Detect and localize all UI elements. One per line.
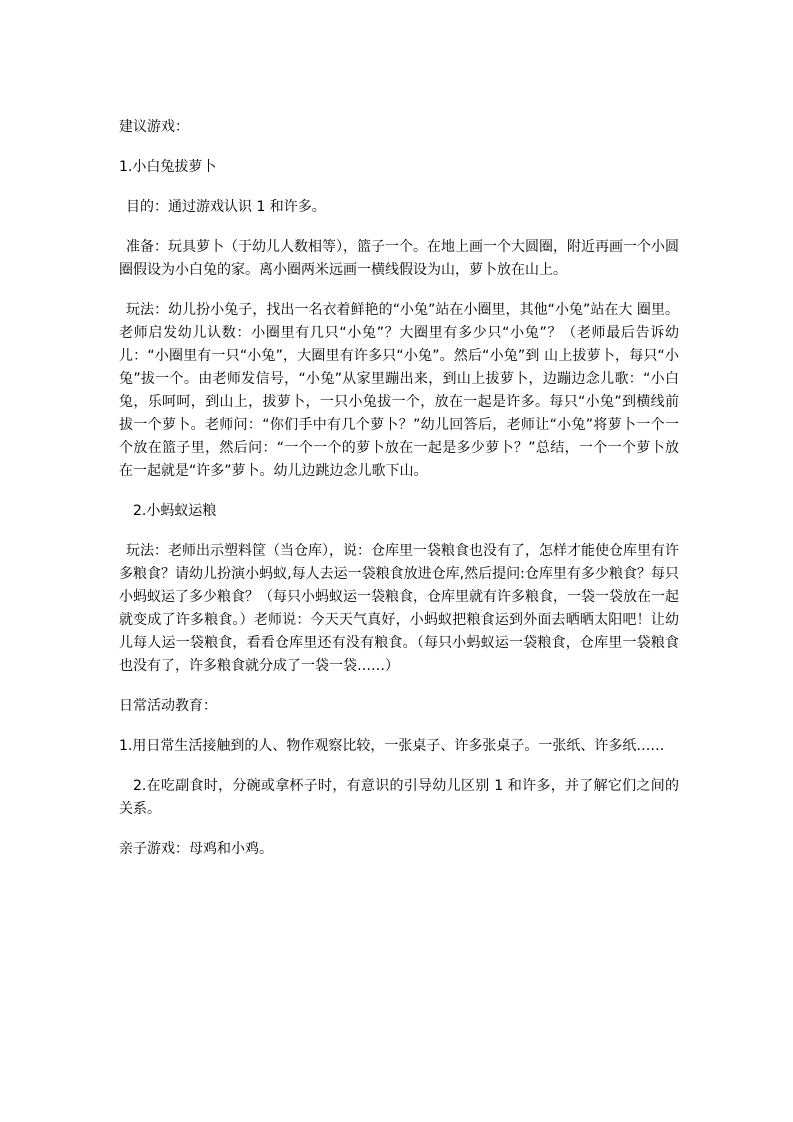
heading-daily-education: 日常活动教育： — [119, 698, 217, 714]
daily-item-1: 1.用日常生活接触到的人、物作观察比较，一张桌子、许多张桌子。一张纸、许多纸…… — [119, 738, 665, 754]
game2-title: 2.小蚂蚁运粮 — [133, 503, 217, 519]
game1-gameplay: 玩法：幼儿扮小兔子，找出一名衣着鲜艳的“小兔”站在小圈里，其他“小兔”站在大 圈里。老师启发幼儿认数：小圈里有几只“小兔”？大圈里有多少只“小兔”？（老师最后告诉幼儿：“小圈里有一只“小兔”，大圈里有许多只“小兔”。然后“小兔”到 山上拔萝卜，每只“小兔”拔一个。由老师发信号，“小兔”从家里蹦出来，到山上拔萝卜，边蹦边念儿歌：“小白兔，乐呵呵，到山上，拔萝卜，一只小兔拔一个，放在一起是许多。每只“小兔”到横线前拔一个萝卜。老师问：“你们手中有几个萝卜？”幼儿回答后，老师让“小兔”将萝卜一个一个放在篮子里，然后问：“一个一个的萝卜放在一起是多少萝卜？”总结，一个一个萝卜放在一起就是“许多”萝卜。幼儿边跳边念儿歌下山。 — [119, 302, 679, 479]
game2-gameplay: 玩法：老师出示塑料筐（当仓库），说：仓库里一袋粮食也没有了，怎样才能使仓库里有许多粮食？请幼儿扮演小蚂蚁,每人去运一袋粮食放进仓库,然后提问:仓库里有多少粮食？每只小蚂蚁运了多少粮食？（每只小蚂蚁运一袋粮食，仓库里就有许多粮食，一袋一袋放在一起就变成了许多粮食。）老师说：今天天气真好，小蚂蚁把粮食运到外面去晒晒太阳吧！让幼儿每人运一袋粮食，看看仓库里还有没有粮食。（每只小蚂蚁运一袋粮食，仓库里一袋粮食也没有了，许多粮食就分成了一袋一袋……） — [119, 543, 679, 674]
game1-title: 1.小白兔拔萝卜 — [119, 159, 217, 175]
game1-preparation: 准备：玩具萝卜（于幼儿人数相等），篮子一个。在地上画一个大圆圈，附近再画一个小圆圈假设为小白兔的家。离小圈两米远画一横线假设为山，萝卜放在山上。 — [119, 239, 679, 278]
parent-child-game: 亲子游戏：母鸡和小鸡。 — [119, 841, 273, 857]
document-body — [119, 116, 679, 878]
heading-suggested-games: 建议游戏： — [119, 119, 189, 135]
daily-item-2: 2.在吃副食时，分碗或拿杯子时，有意识的引导幼儿区别 1 和许多，并了解它们之间的关系。 — [119, 778, 679, 817]
game1-goal: 目的：通过游戏认识 1 和许多。 — [126, 199, 326, 215]
